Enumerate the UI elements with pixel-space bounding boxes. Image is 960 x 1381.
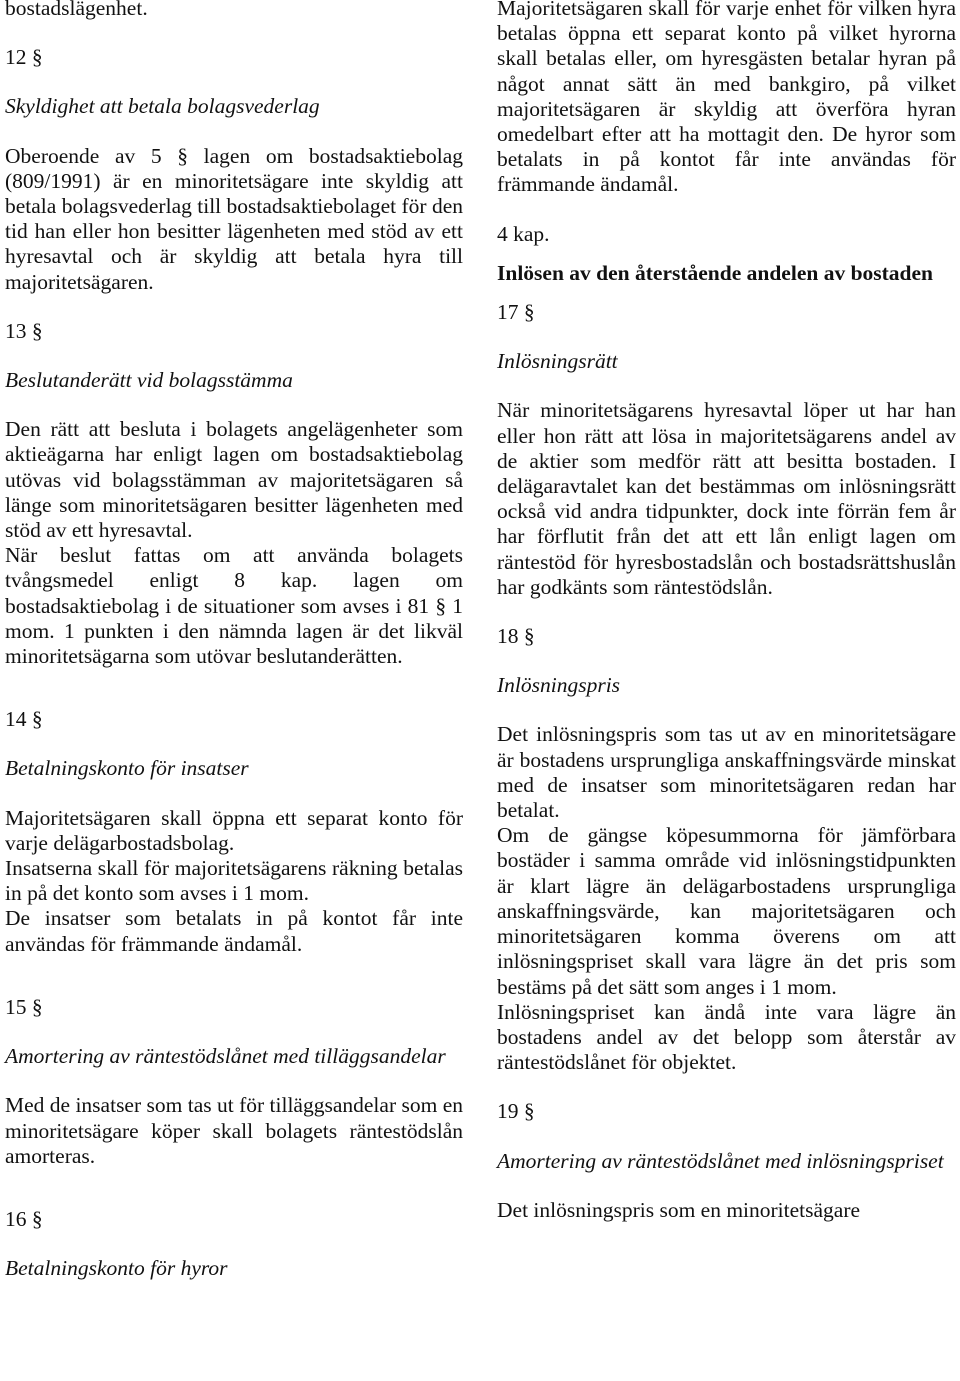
right-intro-paragraph: Majoritetsägaren skall för varje enhet för vilken hyra betalas öppna ett separat konto på vilket hyrorna skall betalas eller, om hyresgästen betalar hyran på något annat sätt än med bankgiro, på vilket majoritetsägaren är skyldig att överföra hyran omedelbart efter att ha mottagit den. De hyror som betalats in på kontot får inte användas för främmande ändamål. xyxy=(497,0,956,197)
section-13-paragraph-1: Den rätt att besluta i bolagets angelägenheter som aktieägarna har enligt lagen om bostadsaktiebolag utövas vid bolagsstämman av majoritetsägaren så länge som minoritetsägaren besitter lägenheten med stöd av ett hyresavtal. xyxy=(5,417,463,543)
section-17-paragraph: När minoritetsägarens hyresavtal löper ut har han eller hon rätt att lösa in majoritetsägarens andel av de aktier som medför rätt att besitta bostaden. I delägaravtalet kan det bestämmas om inlösningsrätt också vid andra tidpunkter, dock inte förrän fem år har förflutit från det att ett lån enligt lagen om räntestöd för hyresbostadslån och bostadsrättshuslån har godkänts som räntestödslån. xyxy=(497,398,956,599)
right-column xyxy=(497,0,956,1223)
chapter-number: 4 kap. xyxy=(497,221,550,246)
section-13-paragraph-2: När beslut fattas om att använda bolagets tvångsmedel enligt 8 kap. lagen om bostadsaktiebolag i de situationer som avses i 81 § 1 mom. 1 punkten i den nämnda lagen är det likväl minoritetsägarna som utövar beslutanderätten. xyxy=(5,543,463,669)
section-19-title: Amortering av räntestödslånet med inlösningspriset xyxy=(497,1148,944,1173)
section-16-number: 16 § xyxy=(5,1206,43,1231)
section-18-title: Inlösningspris xyxy=(497,673,621,698)
section-13-title: Beslutanderätt vid bolagsstämma xyxy=(5,368,293,393)
section-12-paragraph: Oberoende av 5 § lagen om bostadsaktiebolag (809/1991) är en minoritetsägare inte skyldig att betala bolagsvederlag till bostadsaktiebolaget för den tid han eller hon besitter lägenheten med stöd av ett hyresavtal och är skyldig att betala hyra till majoritetsägaren. xyxy=(5,143,463,294)
section-15-paragraph: Med de insatser som tas ut för tilläggsandelar som en minoritetsägare köper skall bolagets räntestödslån amorteras. xyxy=(5,1093,463,1168)
section-19-paragraph: Det inlösningspris som en minoritetsägare xyxy=(497,1197,861,1222)
section-18-paragraph-1: Det inlösningspris som tas ut av en minoritetsägare är bostadens ursprungliga anskaffningsvärde minskat med de insatser som minoritetsägaren redan har betalat. xyxy=(497,722,956,823)
chapter-title: Inlösen av den återstående andelen av bostaden xyxy=(497,260,934,285)
section-14-paragraph-2: Insatserna skall för majoritetsägarens räkning betalas in på det konto som avses i 1 mom. xyxy=(5,856,463,906)
section-18-number: 18 § xyxy=(497,624,535,649)
section-14-number: 14 § xyxy=(5,707,43,732)
section-18-paragraph-2: Om de gängse köpesummorna för jämförbara bostäder i samma område vid inlösningstidpunkten är klart lägre än delägarbostadens ursprungliga anskaffningsvärde, kan majoritetsägaren och minoritetsägaren komma överens om att inlösningspriset skall vara lägre än det pris som bestäms på det sätt som anges i 1 mom. xyxy=(497,823,956,999)
section-19-number: 19 § xyxy=(497,1099,535,1124)
section-12-title: Skyldighet att betala bolagsvederlag xyxy=(5,94,320,119)
intro-tail: bostadslägenhet. xyxy=(5,0,148,20)
section-16-title: Betalningskonto för hyror xyxy=(5,1256,228,1281)
section-17-number: 17 § xyxy=(497,300,535,325)
section-15-title: Amortering av räntestödslånet med tilläggsandelar xyxy=(5,1044,446,1069)
left-column xyxy=(5,0,463,1281)
section-13-number: 13 § xyxy=(5,318,43,343)
section-15-number: 15 § xyxy=(5,994,43,1019)
section-17-title: Inlösningsrätt xyxy=(497,349,618,374)
section-12-number: 12 § xyxy=(5,45,43,70)
section-14-paragraph-1: Majoritetsägaren skall öppna ett separat konto för varje delägarbostadsbolag. xyxy=(5,805,463,855)
section-18-paragraph-3: Inlösningspriset kan ändå inte vara lägre än bostadens andel av det belopp som återstår av räntestödslånet för objektet. xyxy=(497,999,956,1075)
section-14-paragraph-3: De insatser som betalats in på kontot får inte användas för främmande ändamål. xyxy=(5,906,463,956)
section-14-title: Betalningskonto för insatser xyxy=(5,756,249,781)
